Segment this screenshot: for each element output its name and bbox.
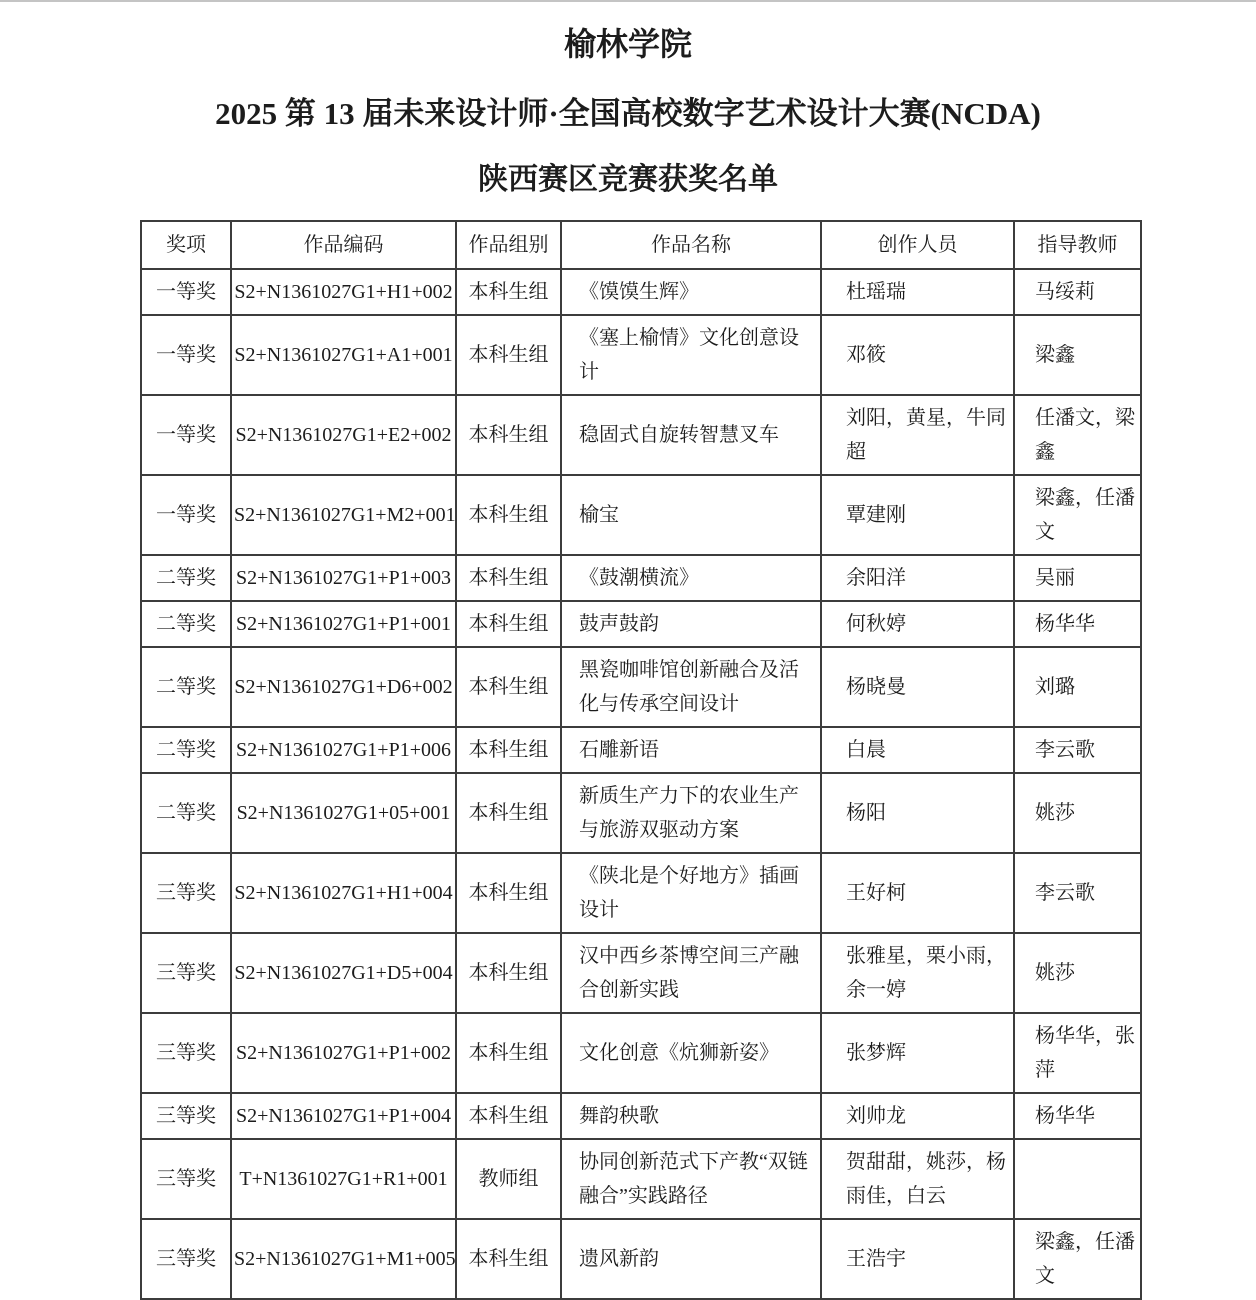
teachers-cell: 姚莎 [1014, 773, 1141, 853]
code-cell: S2+N1361027G1+M1+005 [231, 1219, 456, 1299]
work-title-cell: 《陕北是个好地方》插画设计 [561, 853, 821, 933]
teachers-cell: 任潘文，梁鑫 [1014, 395, 1141, 475]
document-header [0, 26, 1256, 198]
award-cell: 三等奖 [141, 1219, 231, 1299]
group-cell: 本科生组 [456, 1013, 561, 1093]
institution-title: 榆林学院 [563, 26, 692, 62]
group-cell: 本科生组 [456, 727, 561, 773]
table-row [141, 475, 1141, 555]
column-header-1: 作品编码 [231, 221, 456, 269]
code-cell: S2+N1361027G1+D5+004 [231, 933, 456, 1013]
table-row [141, 1139, 1141, 1219]
award-cell: 二等奖 [141, 647, 231, 727]
work-title-cell: 《馍馍生辉》 [561, 269, 821, 315]
teachers-cell: 梁鑫 [1014, 315, 1141, 395]
group-cell: 本科生组 [456, 555, 561, 601]
work-title-cell: 石雕新语 [561, 727, 821, 773]
teachers-cell: 梁鑫，任潘文 [1014, 1219, 1141, 1299]
code-cell: S2+N1361027G1+P1+003 [231, 555, 456, 601]
teachers-cell: 李云歌 [1014, 727, 1141, 773]
table-row [141, 315, 1141, 395]
code-cell: S2+N1361027G1+M2+001 [231, 475, 456, 555]
creators-cell: 杨晓曼 [821, 647, 1014, 727]
work-title-cell: 舞韵秧歌 [561, 1093, 821, 1139]
award-cell: 一等奖 [141, 475, 231, 555]
award-cell: 二等奖 [141, 555, 231, 601]
work-title-cell: 汉中西乡茶博空间三产融合创新实践 [561, 933, 821, 1013]
award-cell: 三等奖 [141, 933, 231, 1013]
teachers-cell: 杨华华 [1014, 1093, 1141, 1139]
award-cell: 三等奖 [141, 1093, 231, 1139]
award-cell: 三等奖 [141, 1013, 231, 1093]
group-cell: 本科生组 [456, 475, 561, 555]
teachers-cell [1014, 1139, 1141, 1219]
creators-cell: 何秋婷 [821, 601, 1014, 647]
code-cell: S2+N1361027G1+P1+004 [231, 1093, 456, 1139]
group-cell: 本科生组 [456, 647, 561, 727]
competition-title: 2025 第 13 届未来设计师·全国高校数字艺术设计大赛(NCDA) [215, 96, 1041, 131]
award-cell: 二等奖 [141, 727, 231, 773]
creators-cell: 张雅星，栗小雨，余一婷 [821, 933, 1014, 1013]
code-cell: S2+N1361027G1+05+001 [231, 773, 456, 853]
teachers-cell: 梁鑫，任潘文 [1014, 475, 1141, 555]
awards-table-body [141, 269, 1141, 1299]
group-cell: 本科生组 [456, 395, 561, 475]
table-row [141, 773, 1141, 853]
table-row [141, 647, 1141, 727]
column-header-2: 作品组别 [456, 221, 561, 269]
column-header-5: 指导教师 [1014, 221, 1141, 269]
column-header-3: 作品名称 [561, 221, 821, 269]
creators-cell: 余阳洋 [821, 555, 1014, 601]
work-title-cell: 《塞上榆情》文化创意设计 [561, 315, 821, 395]
creators-cell: 邓筱 [821, 315, 1014, 395]
creators-cell: 贺甜甜，姚莎，杨雨佳，白云 [821, 1139, 1014, 1219]
table-row [141, 269, 1141, 315]
work-title-cell: 榆宝 [561, 475, 821, 555]
work-title-cell: 新质生产力下的农业生产与旅游双驱动方案 [561, 773, 821, 853]
work-title-cell: 稳固式自旋转智慧叉车 [561, 395, 821, 475]
creators-cell: 王浩宇 [821, 1219, 1014, 1299]
teachers-cell: 杨华华，张萍 [1014, 1013, 1141, 1093]
table-row [141, 1219, 1141, 1299]
code-cell: S2+N1361027G1+P1+001 [231, 601, 456, 647]
creators-cell: 覃建刚 [821, 475, 1014, 555]
award-cell: 二等奖 [141, 601, 231, 647]
group-cell: 本科生组 [456, 853, 561, 933]
award-cell: 三等奖 [141, 853, 231, 933]
creators-cell: 王好柯 [821, 853, 1014, 933]
teachers-cell: 吴丽 [1014, 555, 1141, 601]
award-cell: 二等奖 [141, 773, 231, 853]
group-cell: 本科生组 [456, 773, 561, 853]
creators-cell: 杨阳 [821, 773, 1014, 853]
group-cell: 本科生组 [456, 315, 561, 395]
table-row [141, 727, 1141, 773]
code-cell: S2+N1361027G1+D6+002 [231, 647, 456, 727]
table-row [141, 853, 1141, 933]
awards-table [140, 220, 1142, 1300]
teachers-cell: 杨华华 [1014, 601, 1141, 647]
work-title-cell: 鼓声鼓韵 [561, 601, 821, 647]
group-cell: 本科生组 [456, 601, 561, 647]
work-title-cell: 遗风新韵 [561, 1219, 821, 1299]
scan-edge-artifact [0, 0, 1256, 2]
teachers-cell: 姚莎 [1014, 933, 1141, 1013]
code-cell: S2+N1361027G1+P1+006 [231, 727, 456, 773]
group-cell: 本科生组 [456, 1093, 561, 1139]
creators-cell: 杜瑶瑞 [821, 269, 1014, 315]
group-cell: 本科生组 [456, 269, 561, 315]
award-cell: 一等奖 [141, 395, 231, 475]
creators-cell: 刘阳，黄星，牛同超 [821, 395, 1014, 475]
work-title-cell: 文化创意《炕狮新姿》 [561, 1013, 821, 1093]
group-cell: 本科生组 [456, 933, 561, 1013]
award-cell: 三等奖 [141, 1139, 231, 1219]
table-row [141, 1093, 1141, 1139]
header-row [141, 221, 1141, 269]
code-cell: S2+N1361027G1+E2+002 [231, 395, 456, 475]
code-cell: S2+N1361027G1+A1+001 [231, 315, 456, 395]
teachers-cell: 刘璐 [1014, 647, 1141, 727]
table-row [141, 1013, 1141, 1093]
work-title-cell: 黑瓷咖啡馆创新融合及活化与传承空间设计 [561, 647, 821, 727]
table-row [141, 601, 1141, 647]
code-cell: T+N1361027G1+R1+001 [231, 1139, 456, 1219]
table-row [141, 555, 1141, 601]
group-cell: 本科生组 [456, 1219, 561, 1299]
creators-cell: 白晨 [821, 727, 1014, 773]
award-cell: 一等奖 [141, 315, 231, 395]
teachers-cell: 马绥莉 [1014, 269, 1141, 315]
teachers-cell: 李云歌 [1014, 853, 1141, 933]
award-cell: 一等奖 [141, 269, 231, 315]
code-cell: S2+N1361027G1+H1+002 [231, 269, 456, 315]
code-cell: S2+N1361027G1+P1+002 [231, 1013, 456, 1093]
work-title-cell: 协同创新范式下产教“双链融合”实践路径 [561, 1139, 821, 1219]
table-row [141, 395, 1141, 475]
work-title-cell: 《鼓潮横流》 [561, 555, 821, 601]
creators-cell: 张梦辉 [821, 1013, 1014, 1093]
column-header-4: 创作人员 [821, 221, 1014, 269]
column-header-0: 奖项 [141, 221, 231, 269]
region-subtitle: 陕西赛区竞赛获奖名单 [478, 163, 778, 196]
creators-cell: 刘帅龙 [821, 1093, 1014, 1139]
group-cell: 教师组 [456, 1139, 561, 1219]
table-row [141, 933, 1141, 1013]
code-cell: S2+N1361027G1+H1+004 [231, 853, 456, 933]
